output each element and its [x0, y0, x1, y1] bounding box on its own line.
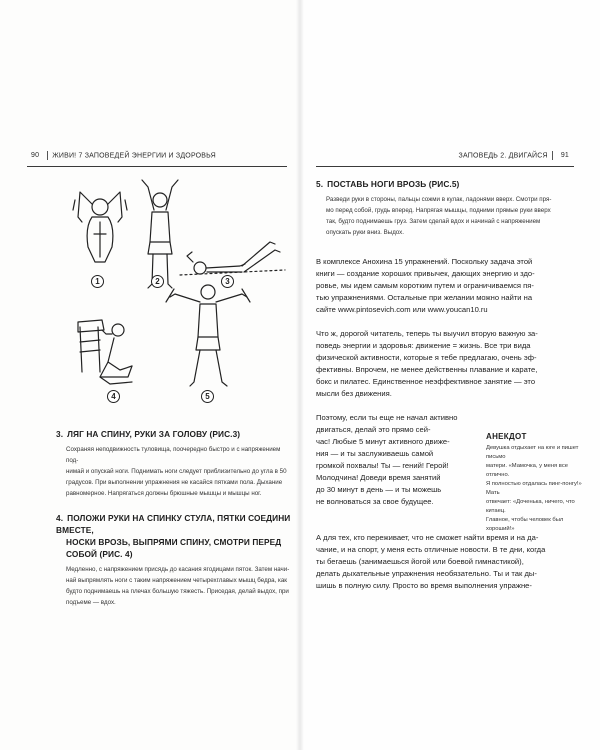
paragraph-start-now: [316, 412, 476, 508]
body-line: равномерное. Напрягаться должны брюшные мышцы и мышцы ног.: [66, 490, 262, 497]
body-line: градусов. При выполнении упражнения не касайся пятками пола. Дыхание: [66, 479, 283, 486]
exercise-3-number: 3.: [56, 429, 64, 439]
exercise-4-number: 4.: [56, 513, 64, 523]
figure-4-illustration: [78, 320, 132, 384]
right-page-number: 91: [560, 152, 569, 160]
body-line: опускать руки вниз. Выдох.: [326, 229, 404, 236]
anekdot-sidebar: [486, 432, 586, 534]
paragraph-line: фективны. Впрочем, не менее действенны плавание и карате,: [316, 365, 538, 374]
paragraph-line: Поэтому, если ты еще не начал активно: [316, 413, 458, 422]
paragraph-line: Что ж, дорогой читатель, теперь ты выучил вторую важную за-: [316, 329, 538, 338]
exercise-4-heading-line-2: НОСКИ ВРОЗЬ, ВЫПРЯМИ СПИНУ, СМОТРИ ПЕРЕД СОБОЙ (РИС. 4): [66, 537, 282, 559]
paragraph-line: В комплексе Анохина 15 упражнений. Поскольку задача этой: [316, 257, 533, 266]
exercise-illustrations: [70, 172, 300, 412]
figure-3-illustration: [180, 242, 285, 275]
exercise-3-title: [56, 428, 292, 440]
body-line: Сохраняя неподвижность туловища, поочередно быстро и с напряжением под-: [66, 446, 281, 464]
paragraph-line: час! Любые 5 минут активного движе-: [316, 437, 450, 446]
header-separator: [552, 151, 553, 160]
exercise-5-number: 5.: [316, 179, 324, 189]
exercise-3-body: [56, 444, 292, 499]
exercise-4-title: [56, 512, 292, 560]
exercise-4-body: [56, 564, 292, 608]
paragraph-line: мысли без движения.: [316, 389, 392, 398]
figure-label-2: 2: [151, 275, 164, 288]
paragraph-movement-life: [316, 328, 574, 400]
anekdot-line: матери. «Мамочка, у меня все отлично.: [486, 463, 568, 478]
left-header-rule: [27, 166, 287, 167]
left-header-title: ЖИВИ! 7 ЗАПОВЕДЕЙ ЭНЕРГИИ И ЗДОРОВЬЯ: [52, 152, 216, 160]
paragraph-line: ровье, мы идем самым коротким путем и ограничиваемся пя-: [316, 281, 534, 290]
paragraph-line: книги — создание хороших привычек, дающих энергию и здо-: [316, 269, 535, 278]
body-line: мо перед собой, грудь вперед. Напрягая мышцы, подними прямые руки вверх: [326, 207, 551, 214]
exercise-4-block: [56, 512, 292, 608]
anekdot-line: Главное, чтобы человек был хороший!»: [486, 517, 564, 532]
body-line: Медленно, с напряжением присядь до касания ягодицами пяток. Затем начи-: [66, 566, 290, 573]
paragraph-line: поведь энергии и здоровья: движение = жизнь. Все три вида: [316, 341, 531, 350]
figure-5-illustration: [166, 285, 250, 386]
body-line: так, будто поднимаешь груз. Затем сделай вдох и начинай с напряжением: [326, 218, 541, 225]
body-line: подъеме — вдох.: [66, 599, 116, 606]
figure-label-1: 1: [91, 275, 104, 288]
paragraph-line: бокс и пилатес. Единственное неэффективное занятие — это: [316, 377, 536, 386]
anekdot-body: [486, 444, 586, 534]
paragraph-line: сайте www.pintosevich.com или www.youcan10.ru: [316, 305, 488, 314]
paragraph-line: чание, и на спорт, у меня есть отличные новости. В те дни, когда: [316, 545, 546, 554]
exercise-5-heading: ПОСТАВЬ НОГИ ВРОЗЬ (РИС.5): [327, 179, 460, 189]
right-header-title: ЗАПОВЕДЬ 2. ДВИГАЙСЯ: [458, 152, 548, 160]
right-header-rule: [316, 166, 574, 167]
right-running-header: [459, 151, 573, 163]
left-page-number: 90: [31, 152, 40, 160]
paragraph-line: громкой похвалы! Ты — гений! Герой!: [316, 461, 449, 470]
paragraph-line: не волноваться за свое будущее.: [316, 497, 434, 506]
exercise-5-block: [316, 178, 574, 238]
exercise-5-body: [316, 194, 574, 238]
anekdot-line: отвечает: «Доченька, ничего, что китаец.: [486, 499, 575, 514]
figure-label-3: 3: [221, 275, 234, 288]
paragraph-line: физической активности, которые я тебе предлагаю, очень эф-: [316, 353, 537, 362]
anekdot-line: Я полностью отдалась пинг-понгу!» Мать: [486, 481, 582, 496]
exercise-5-title: [316, 178, 574, 190]
anekdot-line: Девушка отдыхает на юге и пишет письмо: [486, 445, 579, 460]
paragraph-line: А для тех, кто переживает, что не сможет найти время и на да-: [316, 533, 539, 542]
paragraph-line: тью упражнениями. Остальные при желании можно найти на: [316, 293, 533, 302]
exercise-3-block: [56, 428, 292, 499]
anekdot-title: АНЕКДОТ: [486, 432, 527, 441]
left-running-header: [27, 151, 216, 163]
exercise-4-heading-line-1: ПОЛОЖИ РУКИ НА СПИНКУ СТУЛА, ПЯТКИ СОЕДИНИ ВМЕСТЕ,: [56, 513, 291, 535]
paragraph-time-news: [316, 532, 574, 592]
figure-1-illustration: [73, 192, 127, 262]
paragraph-line: шишь в полную силу. Просто во время выполнения упражне-: [316, 581, 532, 590]
paragraph-line: ты бегаешь (занимаешься йогой или боевой гимнастикой),: [316, 557, 524, 566]
paragraph-line: двигаться, делай это прямо сей-: [316, 425, 431, 434]
paragraph-line: Молодчина! Доведи время занятий: [316, 473, 441, 482]
body-line: будто поднимаешь на плечах большую тяжесть. Приседая, делай выдох, при: [66, 588, 289, 595]
exercise-3-heading: ЛЯГ НА СПИНУ, РУКИ ЗА ГОЛОВУ (РИС.3): [67, 429, 241, 439]
body-line: нимай и опускай ноги. Поднимать ноги следует приблизительно до угла в 50: [66, 468, 287, 475]
figure-label-5: 5: [201, 390, 214, 403]
body-line: Разведи руки в стороны, пальцы сожми в кулак, ладонями вверх. Смотри пря-: [326, 196, 552, 203]
figure-label-4: 4: [107, 390, 120, 403]
paragraph-line: до 30 минут в день — и ты можешь: [316, 485, 442, 494]
header-separator: [47, 151, 48, 160]
paragraph-line: ния — и ты заслуживаешь самой: [316, 449, 434, 458]
paragraph-line: делать дыхательные упражнения необязательно. Ты и так ды-: [316, 569, 537, 578]
paragraph-anokhin: [316, 256, 574, 316]
body-line: най выпрямлять ноги с таким напряжением четырехглавых мышц бедра, как: [66, 577, 288, 584]
figure-2-illustration: [142, 180, 178, 288]
